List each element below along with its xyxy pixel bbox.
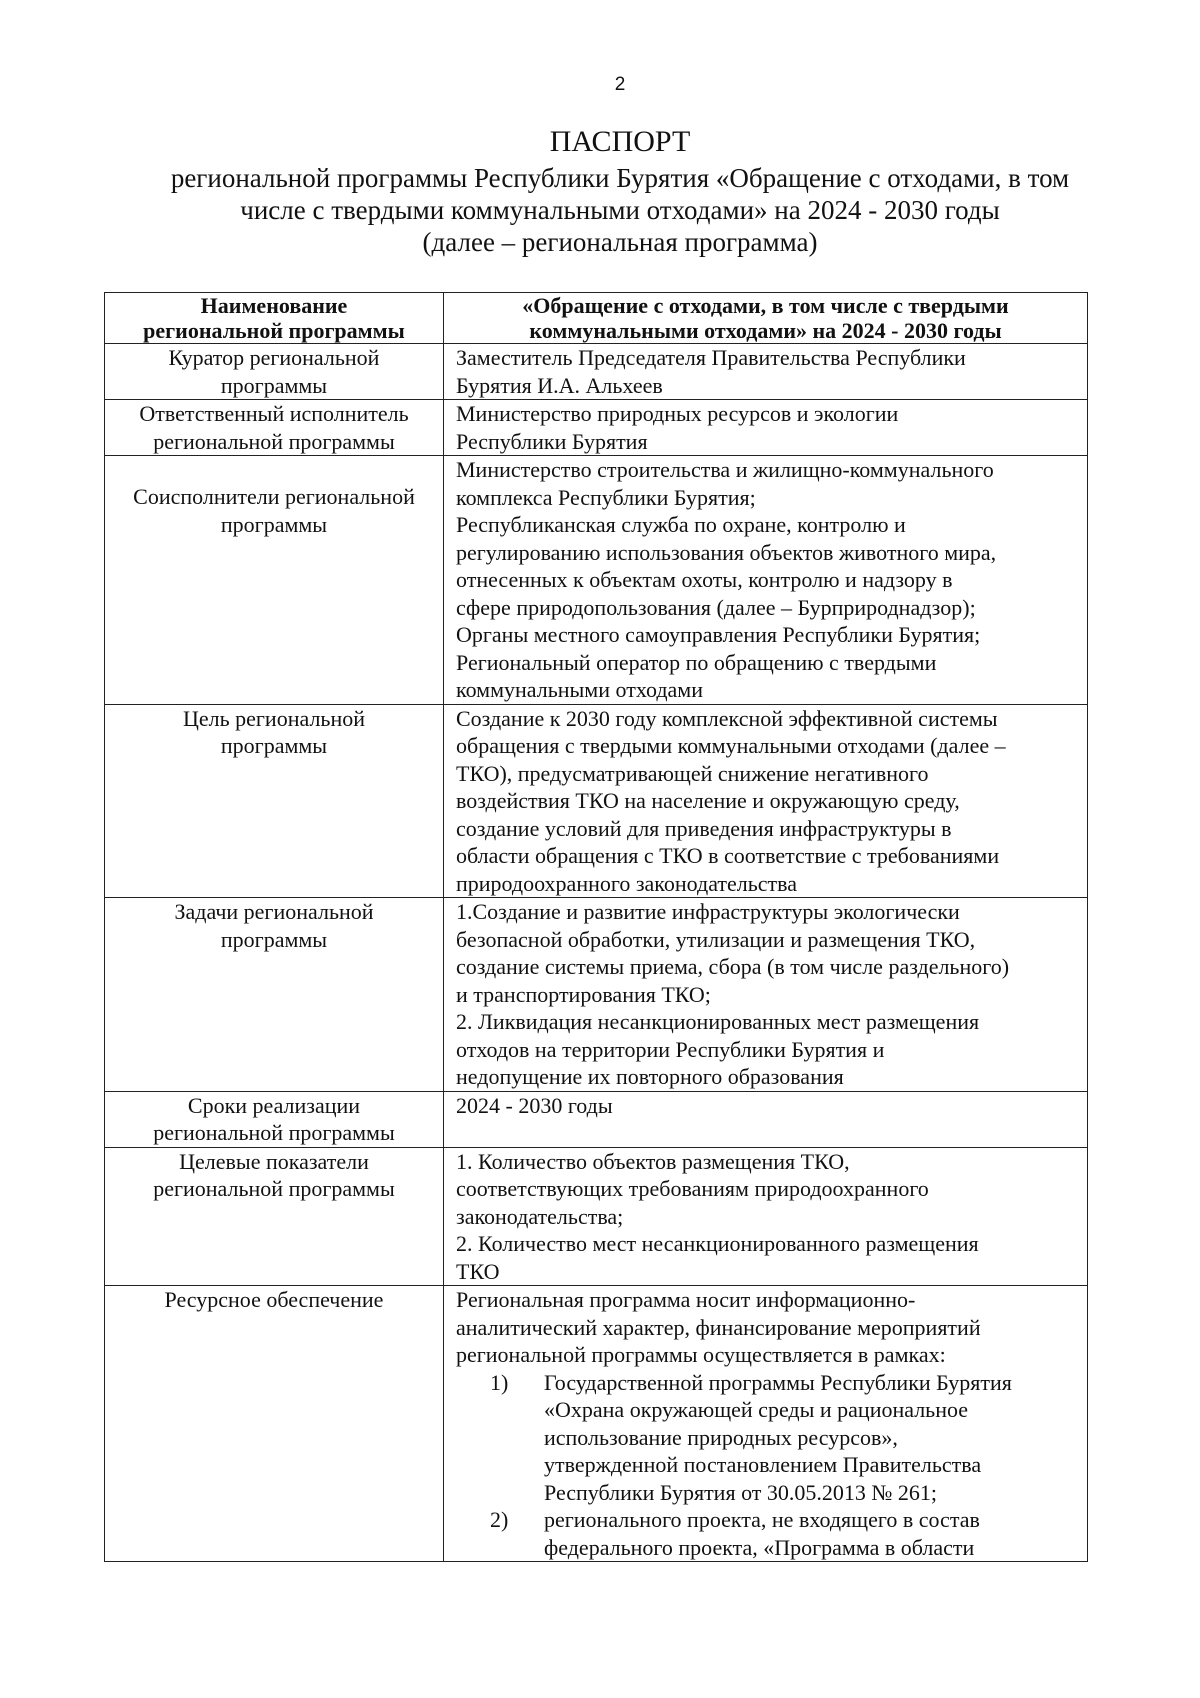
row-value-timeline	[444, 1091, 1088, 1147]
value-text: 1. Количество объектов размещения ТКО,	[456, 1148, 850, 1174]
label-text: Ресурсное обеспечение	[164, 1287, 384, 1312]
header-text: региональной программы	[143, 318, 405, 343]
value-text: природоохранного законодательства	[456, 870, 798, 896]
label-text: программы	[220, 511, 328, 537]
value-text: региональной программы осуществляется в рамках:	[456, 1342, 946, 1367]
header-cell-name	[105, 293, 444, 344]
table-row	[105, 1091, 1088, 1147]
value-text: Республиканская служба по охране, контролю и	[456, 512, 906, 537]
value-text: регулированию использования объектов животного мира,	[456, 539, 997, 565]
list-item-text	[544, 1506, 1079, 1561]
value-text: обращения с твердыми коммунальными отходами (далее –	[456, 733, 1006, 758]
value-text: регионального проекта, не входящего в состав	[544, 1507, 980, 1532]
value-text: области обращения с ТКО в соответствие с требованиями	[456, 843, 1000, 868]
row-label-resources	[105, 1286, 444, 1562]
table-row	[105, 400, 1088, 456]
value-text: недопущение их повторного образования	[456, 1064, 844, 1089]
row-value-co-executors	[444, 456, 1088, 705]
label-text: региональной программы	[153, 1120, 395, 1145]
table-header-row	[105, 293, 1088, 344]
table-row	[105, 1147, 1088, 1286]
label-text: региональной программы	[153, 428, 395, 454]
header-cell-program	[444, 293, 1088, 344]
table-row	[105, 704, 1088, 898]
row-value-goal	[444, 704, 1088, 898]
title-main: ПАСПОРТ	[549, 125, 691, 158]
value-text: Региональная программа носит информационно-	[456, 1287, 916, 1312]
table-row	[105, 1286, 1088, 1562]
page-number: 2	[614, 74, 626, 95]
row-value-executor	[444, 400, 1088, 456]
value-text: Региональный оператор по обращению с твердыми	[456, 649, 937, 675]
label-text: Куратор региональной	[168, 345, 380, 370]
value-text: Министерство природных ресурсов и экологии	[456, 401, 899, 426]
value-text: 2024 - 2030 годы	[456, 1092, 613, 1118]
row-label-targets	[105, 1147, 444, 1286]
value-text: Органы местного самоуправления Республики Бурятия;	[456, 622, 981, 647]
value-text: Бурятия И.А. Альхеев	[456, 372, 663, 398]
list-marker: 1)	[490, 1369, 509, 1395]
value-text: отходов на территории Республики Бурятия и	[456, 1036, 885, 1062]
row-label-curator	[105, 344, 444, 400]
value-text: «Охрана окружающей среды и рациональное	[544, 1397, 969, 1422]
value-text: воздействия ТКО на население и окружающую среду,	[456, 788, 960, 813]
label-text: Сроки реализации	[187, 1092, 361, 1118]
value-text: соответствующих требованиям природоохранного	[456, 1176, 929, 1201]
value-text: Создание к 2030 году комплексной эффективной системы	[456, 705, 998, 731]
list-item	[490, 1506, 1079, 1561]
label-text: Соисполнители региональной	[133, 484, 415, 509]
row-value-targets	[444, 1147, 1088, 1286]
row-label-goal	[105, 704, 444, 898]
list-item-text	[544, 1369, 1079, 1507]
title-line-3: (далее – региональная программа)	[422, 227, 818, 257]
label-text: программы	[220, 926, 328, 952]
value-text: комплекса Республики Бурятия;	[456, 484, 756, 510]
header-text: «Обращение с отходами, в том числе с твердыми	[522, 293, 1009, 318]
value-text: безопасной обработки, утилизации и размещения ТКО,	[456, 926, 976, 952]
value-text: 1.Создание и развитие инфраструктуры экологически	[456, 899, 960, 924]
value-text: аналитический характер, финансирование мероприятий	[456, 1314, 981, 1340]
row-value-curator	[444, 344, 1088, 400]
value-text: Республики Бурятия	[456, 428, 648, 454]
row-label-timeline	[105, 1091, 444, 1147]
list-marker: 2)	[490, 1507, 509, 1532]
value-text: ТКО), предусматривающей снижение негативного	[456, 760, 929, 786]
value-text: Министерство строительства и жилищно-коммунального	[456, 457, 994, 482]
title-line-2: числе с твердыми коммунальными отходами» на 2024 - 2030 годы	[240, 195, 1000, 225]
value-text: использование природных ресурсов»,	[544, 1424, 898, 1450]
value-text: отнесенных к объектам охоты, контролю и надзору в	[456, 567, 953, 592]
value-text: ТКО	[456, 1258, 500, 1284]
value-text: сфере природопользования (далее – Бурприроднадзор);	[456, 594, 976, 620]
value-text: коммунальными отходами	[456, 677, 703, 702]
value-text: Заместитель Председателя Правительства Республики	[456, 345, 966, 370]
list-item	[490, 1369, 1079, 1507]
value-text: и транспортирования ТКО;	[456, 981, 711, 1007]
value-text: создание системы приема, сбора (в том числе раздельного)	[456, 954, 1010, 979]
value-text: 2. Ликвидация несанкционированных мест размещения	[456, 1009, 980, 1034]
table-row	[105, 898, 1088, 1092]
label-text: Целевые показатели	[179, 1148, 369, 1174]
row-label-tasks	[105, 898, 444, 1092]
row-label-co-executors	[105, 456, 444, 705]
label-text: Цель региональной	[182, 705, 365, 731]
value-text: Государственной программы Республики Бурятия	[544, 1369, 1012, 1395]
header-text: Наименование	[200, 293, 348, 318]
table-row	[105, 456, 1088, 705]
value-text: законодательства;	[456, 1203, 624, 1229]
row-value-resources	[444, 1286, 1088, 1562]
value-text: 2. Количество мест несанкционированного размещения	[456, 1231, 979, 1256]
document-title	[120, 126, 1120, 258]
label-text: программы	[220, 372, 328, 398]
header-text: коммунальными отходами» на 2024 - 2030 годы	[529, 318, 1002, 343]
passport-table	[104, 292, 1088, 1562]
title-line-1: региональной программы Республики Бурятия «Обращение с отходами, в том	[170, 163, 1070, 193]
label-text: программы	[220, 733, 328, 758]
row-label-executor	[105, 400, 444, 456]
table-row	[105, 344, 1088, 400]
value-text: Республики Бурятия от 30.05.2013 № 261;	[544, 1479, 938, 1505]
value-text: создание условий для приведения инфраструктуры в	[456, 815, 952, 841]
label-text: региональной программы	[153, 1176, 395, 1201]
row-value-tasks	[444, 898, 1088, 1092]
value-text: утвержденной постановлением Правительства	[544, 1452, 982, 1477]
label-text: Ответственный исполнитель	[139, 401, 409, 426]
label-text: Задачи региональной	[174, 899, 374, 924]
value-text: федерального проекта, «Программа в области	[544, 1534, 975, 1560]
